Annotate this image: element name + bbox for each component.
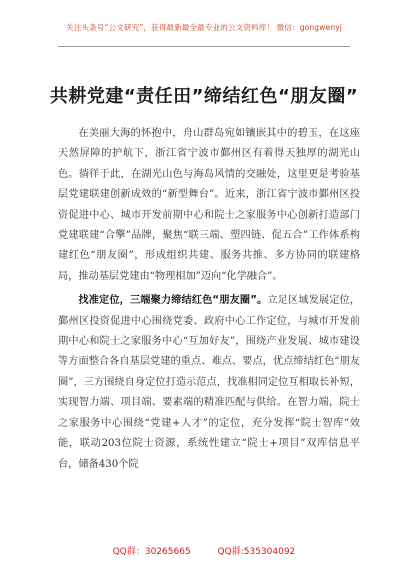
footer-contacts <box>0 544 408 557</box>
document-body <box>58 124 360 475</box>
paragraph-lead-heading: 找准定位，三端聚力缔结红色“朋友圈”。 <box>78 295 268 307</box>
paragraph-positioning <box>58 291 360 475</box>
document-title: 共耕党建“责任田”缔结红色“朋友圈” <box>49 86 359 107</box>
footer-qq-group-1: QQ群：30265665 <box>112 547 191 557</box>
header-banner: 关注头条号“公文研究”，获得最新最全最专业的公文资料库！ 微信：gongwenyj <box>66 23 342 32</box>
header-divider <box>58 46 350 47</box>
footer-qq-group-2: QQ群:535304092 <box>217 547 296 557</box>
paragraph-intro: 在美丽大海的怀抱中，舟山群岛宛如镶嵌其中的碧玉，在这座天然屏障的护航下，浙江省宁波市鄞州区有着得天独厚的湖光山色。徜徉于此，在湖光山色与海岛风情的交融处，这里更是考验基层党建联建创新成效的“新型舞台”。近来，浙江省宁波市鄞州区投资促进中心、城市开发前期中心和院士之家服务中心创新打造部门党建联建“合擎”品牌，聚焦“联三端、塑四链、促五合”工作体系构建红色“朋友圈”，形成组织共建、服务共推、多方协同的联建格局，推动基层党建由“物理相加”迈向“化学融合”。 <box>58 128 360 282</box>
paragraph-positioning-body: 立足区域发展定位，鄞州区投资促进中心围绕党委、政府中心工作定位，与城市开发前期中心和院士之家服务中心“互加好友”，围绕产业发展、城市建设等方面整合各自基层党建的重点、难点、要点，优点缔结红色“朋友圈”，三方围绕自身定位打造示范点，找准相同定位互相取长补短，实现智力端、项目端、要素端的精准匹配与供给。在智力端，院士之家服务中心围绕“党建+人才”的定位，充分发挥“院士智库”效能，联动203位院士资源，系统性建立“院士+项目”双库信息平台，储备430个院 <box>58 295 361 470</box>
